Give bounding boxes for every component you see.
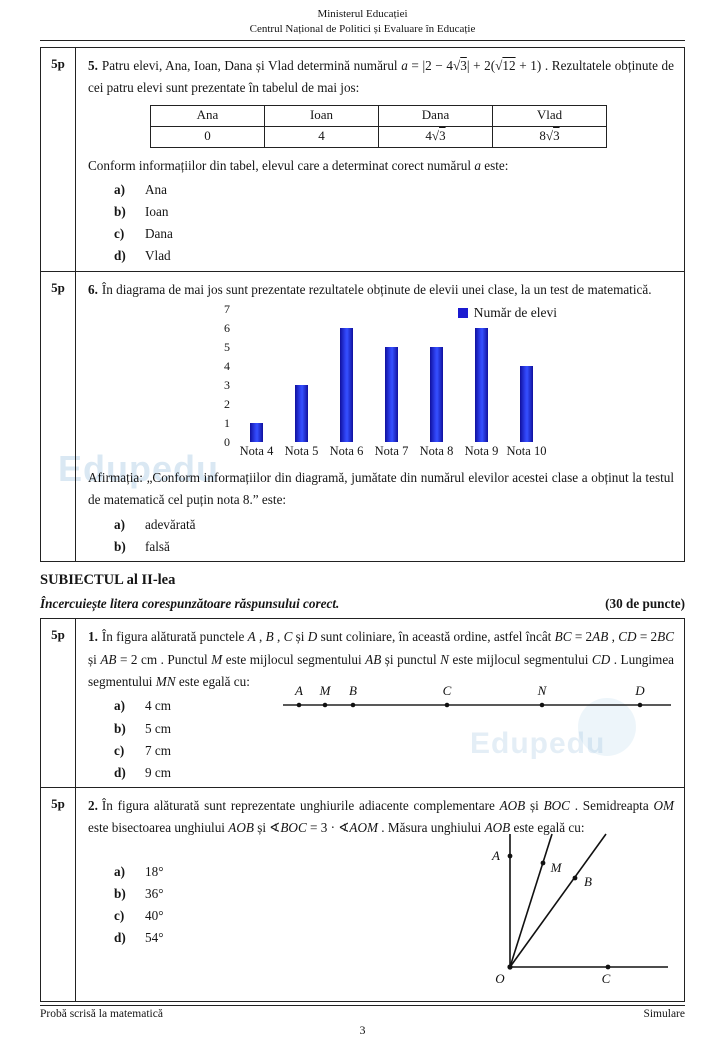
question-6-row <box>41 271 685 562</box>
y-tick-label: 0 <box>224 435 230 449</box>
chart-x-axis <box>234 444 549 459</box>
point-label-C: C <box>601 971 611 987</box>
results-header: Ioan <box>265 105 379 126</box>
question-number: 6. <box>88 281 98 297</box>
results-header-row <box>151 105 607 126</box>
header-rule <box>40 40 685 41</box>
point-label-C: C <box>442 683 452 699</box>
question-2-row <box>41 788 685 1002</box>
header-center: Centrul Național de Politici și Evaluare în Educație <box>249 22 476 35</box>
option-a: a) Ana <box>114 182 167 197</box>
chart-plot-area <box>234 309 549 442</box>
y-tick-label: 1 <box>224 416 230 430</box>
chart-legend <box>458 305 557 321</box>
point-label-N: N <box>537 683 547 699</box>
question-2-text: 2. În figura alăturată sunt reprezentate unghiurile adiacente complementare AOB și BOC . Semidreapta OM este bisectoarea unghiului AOB și ∢BOC = 3 · ∢AOM . Măsura unghiului AOB este egală cu: <box>88 798 674 836</box>
results-table <box>150 105 607 148</box>
option-a: a) adevărată <box>114 516 196 532</box>
question-5-cell <box>76 47 685 271</box>
y-tick-label: 7 <box>224 302 230 316</box>
page-number: 3 <box>359 1023 366 1038</box>
section-2-instruction-row <box>40 596 685 612</box>
question-number: 5. <box>88 57 98 73</box>
option-c: c) Dana <box>114 226 173 242</box>
page-header <box>40 0 685 37</box>
point-label-A: A <box>295 683 303 699</box>
option-b: b) falsă <box>114 539 170 555</box>
bar-nota-7 <box>385 347 398 442</box>
question-5-options <box>88 180 674 266</box>
section-instruction: Încercuiește litera corespunzătoare răspunsului corect. <box>40 596 340 612</box>
question-1-points: 5p <box>41 619 76 788</box>
option-d: d) 54° <box>114 930 164 946</box>
section-2-title: SUBIECTUL al II-lea <box>40 572 176 589</box>
point-label-O: O <box>495 971 505 987</box>
question-2-options <box>88 862 258 948</box>
question-1-text: 1. În figura alăturată punctele A , B , C și D sunt coliniare, în această ordine, astfel încât BC = 2AB , CD = 2BC și AB = 2 cm . Punctul M este mijlocul segmentului AB și punctul N este mijlocul segmentului CD . Lungimea segmentului MN este egală cu: <box>88 629 675 690</box>
results-header: Ana <box>151 105 265 126</box>
point-label-B: B <box>349 683 357 699</box>
page-footer <box>40 1006 685 1020</box>
question-5-text: 5. Patru elevi, Ana, Ioan, Dana și Vlad determină numărul a = |2 − 4√3| + 2(√12 + 1) . Rezultatele obținute de cei patru elevi sunt prezentate în tabelul de mai jos: <box>88 57 674 96</box>
results-header: Dana <box>379 105 493 126</box>
results-value-row <box>151 126 607 147</box>
results-header: Vlad <box>493 105 607 126</box>
question-5-prompt: Conform informațiilor din tabel, elevul care a determinat corect numărul a este: <box>88 157 509 173</box>
question-6-options <box>88 515 674 556</box>
bar-nota-8 <box>430 347 443 442</box>
footer-left: Probă scrisă la matematică <box>40 1008 163 1021</box>
bar-nota-10 <box>520 366 533 442</box>
question-6-text: 6. În diagrama de mai jos sunt prezentate rezultatele obținute de elevii unei clase, la un test de matematică. <box>88 281 652 297</box>
q6-bar-chart <box>218 302 557 459</box>
subject2-question-table <box>40 618 685 1002</box>
y-tick-label: 6 <box>224 321 230 335</box>
option-c: c) 40° <box>114 908 164 924</box>
question-number: 1. <box>88 629 98 645</box>
question-number: 2. <box>88 798 98 814</box>
point-label-A: A <box>492 848 500 864</box>
x-tick-label: Nota 4 <box>239 444 274 458</box>
question-1-row <box>41 619 685 788</box>
edupedu-watermark: Edupedu <box>470 727 606 760</box>
x-tick-label: Nota 10 <box>506 444 547 458</box>
bar-nota-6 <box>340 328 353 442</box>
question-6-cell <box>76 271 685 562</box>
section-points: (30 de puncte) <box>605 596 685 612</box>
option-c: c) 7 cm <box>114 742 172 758</box>
question-6-statement: Afirmația: „Conform informațiilor din diagramă, jumătate din numărul elevilor acestei clase a obținut la testul de matematică cel puțin nota 8.” este: <box>88 470 674 508</box>
subject1-question-table <box>40 47 685 562</box>
x-tick-label: Nota 7 <box>374 444 409 458</box>
x-tick-label: Nota 5 <box>284 444 319 458</box>
option-b: b) 36° <box>114 886 164 902</box>
point-label-M: M <box>550 860 562 876</box>
bar-nota-9 <box>475 328 488 442</box>
option-b: b) 5 cm <box>114 720 172 736</box>
angle-figure <box>448 826 673 998</box>
y-tick-label: 3 <box>224 378 230 392</box>
question-1-options <box>88 696 258 782</box>
bar-nota-4 <box>250 423 263 442</box>
point-label-M: M <box>319 683 331 699</box>
results-value: 4√3 <box>379 126 493 147</box>
collinear-points-figure <box>281 681 673 715</box>
question-2-cell <box>76 788 685 1002</box>
point-label-D: D <box>635 683 645 699</box>
chart-y-axis <box>218 302 234 449</box>
point-label-B: B <box>584 874 592 890</box>
option-d: d) 9 cm <box>114 764 172 780</box>
option-a: a) 18° <box>114 863 164 879</box>
y-tick-label: 2 <box>224 397 230 411</box>
question-1-cell <box>76 619 685 788</box>
option-b: b) Ioan <box>114 204 169 220</box>
results-value: 0 <box>151 126 265 147</box>
x-tick-label: Nota 9 <box>464 444 499 458</box>
x-tick-label: Nota 8 <box>419 444 454 458</box>
option-d: d) Vlad <box>114 248 171 264</box>
exam-page <box>40 0 685 1038</box>
header-ministry: Ministerul Educației <box>317 8 408 20</box>
legend-label: Număr de elevi <box>473 305 557 320</box>
question-5-row <box>41 47 685 271</box>
results-value: 8√3 <box>493 126 607 147</box>
results-value: 4 <box>265 126 379 147</box>
question-5-points: 5p <box>41 47 76 271</box>
legend-swatch-icon <box>458 308 468 318</box>
question-6-points: 5p <box>41 271 76 562</box>
footer-right: Simulare <box>643 1008 685 1021</box>
edupedu-watermark: Edupedu <box>58 448 219 489</box>
x-tick-label: Nota 6 <box>329 444 364 458</box>
option-a: a) 4 cm <box>114 698 172 714</box>
bar-nota-5 <box>295 385 308 442</box>
y-tick-label: 4 <box>224 359 230 373</box>
question-2-points: 5p <box>41 788 76 1002</box>
y-tick-label: 5 <box>224 340 230 354</box>
